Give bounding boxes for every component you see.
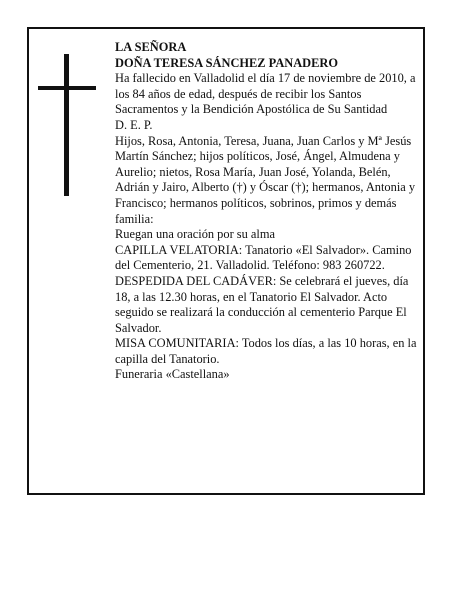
chapel-information: CAPILLA VELATORIA: Tanatorio «El Salvador». Camino del Cementerio, 21. Valladolid. Teléfono: 983 260722. — [115, 242, 412, 273]
death-announcement: Ha fallecido en Valladolid el día 17 de noviembre de 2010, a los 84 años de edad, después de recibir los Santos Sacramentos y la Bendición Apostólica de Su Santidad — [115, 71, 416, 117]
cross-horizontal-bar — [38, 86, 96, 90]
funeral-home: Funeraria «Castellana» — [115, 367, 230, 382]
notice-title: LA SEÑORA — [115, 40, 187, 54]
obituary-text — [115, 40, 425, 383]
farewell-information: DESPEDIDA DEL CADÁVER: Se celebrará el jueves, día 18, a las 12.30 horas, en el Tanatorio El Salvador. Acto seguido se realizará la conducción al cementerio Parque El Salvador. — [115, 273, 409, 335]
family-list: Hijos, Rosa, Antonia, Teresa, Juana, Juan Carlos y Mª Jesús Martín Sánchez; hijos políticos, José, Ángel, Almudena y Aurelio; nietos, Rosa María, Juan José, Yolanda, Belén, Adrián y Jairo, Alberto (†) y Óscar (†); hermanos, Antonia y Francisco; hermanos políticos, sobrinos, primos y demás familia: — [115, 133, 416, 226]
deceased-name: DOÑA TERESA SÁNCHEZ PANADERO — [115, 55, 338, 70]
rest-in-peace: D. E. P. — [115, 117, 153, 132]
prayer-request: Ruegan una oración por su alma — [115, 227, 275, 242]
mass-information: MISA COMUNITARIA: Todos los días, a las 10 horas, en la capilla del Tanatorio. — [115, 336, 417, 366]
cross-icon — [38, 54, 96, 196]
cross-vertical-bar — [64, 54, 69, 196]
